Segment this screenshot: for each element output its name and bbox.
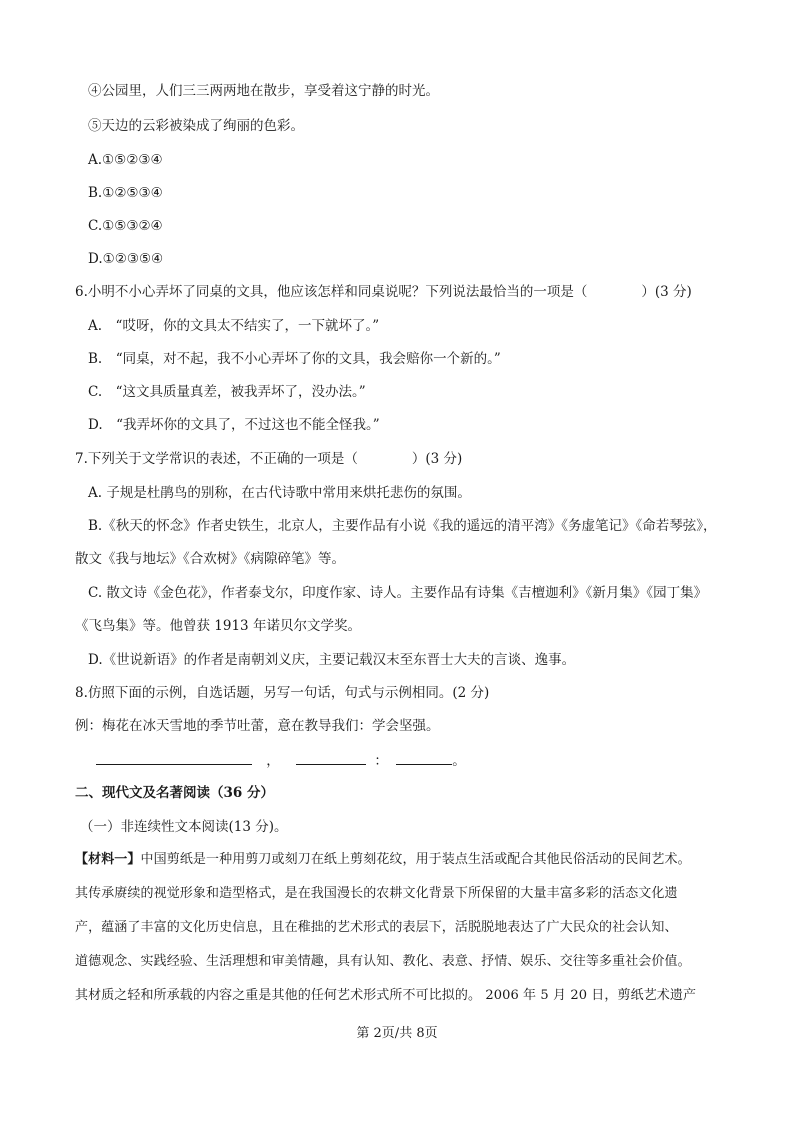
q8-stem: 8.仿照下面的示例，自选话题，另写一句话，句式与示例相同。(2 分): [75, 685, 490, 701]
q5-item-4: ④公园里，人们三三两两地在散步，享受着这宁静的时光。: [88, 83, 439, 99]
q7-option-d: D.《世说新语》的作者是南朝刘义庆，主要记载汉末至东晋士大夫的言谈、逸事。: [88, 652, 576, 668]
q5-option-c: C.①⑤③②④: [88, 218, 163, 234]
q8-example: 例：梅花在冰天雪地的季节吐蕾，意在教导我们：学会坚强。: [75, 718, 440, 734]
q7-option-b-line2: 散文《我与地坛》《合欢树》《病隙碎笔》等。: [75, 551, 345, 567]
answer-blank-1[interactable]: [96, 750, 252, 765]
material1-line2: 其传承赓续的视觉形象和造型格式，是在我国漫长的农耕文化背景下所保留的大量丰富多彩的活态文化遗: [75, 886, 678, 901]
colon: ：: [374, 753, 388, 769]
q5-option-d: D.①②③⑤④: [88, 251, 164, 267]
q7-option-c-line2: 《飞鸟集》等。他曾获 1913 年诺贝尔文学奖。: [75, 618, 361, 634]
material1-line3: 产，蕴涵了丰富的文化历史信息，且在稚拙的艺术形式的表层下，活脱脱地表达了广大民众的社会认知、: [75, 920, 678, 935]
q7-option-a: A. 子规是杜鹃鸟的别称，在古代诗歌中常用来烘托悲伤的氛围。: [88, 485, 471, 501]
q6-option-c: C. “这文具质量真差，被我弄坏了，没办法。”: [88, 384, 366, 400]
q7-option-b-line1: B.《秋天的怀念》作者史铁生，北京人，主要作品有小说《我的遥远的清平湾》《务虚笔记》《命若琴弦》，: [88, 518, 717, 534]
section-2-title: 二、现代文及名著阅读（36 分）: [75, 785, 274, 801]
q8-answer-line: [96, 750, 466, 770]
q5-option-a: A.①⑤②③④: [88, 152, 163, 168]
material1-line5: 其材质之轻和所承载的内容之重是其他的任何艺术形式所不可比拟的。 2006 年 5 月 20 日，剪纸艺术遗产: [75, 988, 697, 1003]
material1-line1: [75, 851, 691, 869]
q7-option-c-line1: C. 散文诗《金色花》，作者泰戈尔，印度作家、诗人。主要作品有诗集《吉檀迦利》《新月集》《园丁集》: [88, 585, 708, 601]
q5-item-5: ⑤天边的云彩被染成了绚丽的色彩。: [88, 118, 304, 134]
q6-stem: 6.小明不小心弄坏了同桌的文具，他应该怎样和同桌说呢？下列说法最恰当的一项是（ ）(3 分): [75, 284, 692, 300]
q6-option-b: B. “同桌，对不起，我不小心弄坏了你的文具，我会赔你一个新的。”: [88, 351, 501, 367]
material1-text1: 中国剪纸是一种用剪刀或刻刀在纸上剪刻花纹，用于装点生活或配合其他民俗活动的民间艺术。: [140, 852, 691, 867]
material1-tag: 【材料一】: [75, 852, 141, 867]
section-2-subtitle: （一）非连续性文本阅读(13 分)。: [80, 819, 288, 835]
answer-blank-2[interactable]: [296, 750, 366, 765]
q5-option-b: B.①②⑤③④: [88, 185, 163, 201]
material1-line4: 道德观念、实践经验、生活理想和审美情趣，具有认知、教化、表意、抒情、娱乐、交往等多重社会价值。: [75, 954, 691, 969]
period: 。: [452, 753, 466, 769]
q6-option-a: A. “哎呀，你的文具太不结实了，一下就坏了。”: [88, 318, 380, 334]
q7-stem: 7.下列关于文学常识的表述，不正确的一项是（ ）(3 分): [75, 451, 463, 467]
comma: ，: [266, 753, 280, 769]
page-footer: 第 2页/共 8页: [356, 1026, 438, 1041]
answer-blank-3[interactable]: [396, 750, 452, 765]
q6-option-d: D. “我弄坏你的文具了，不过这也不能全怪我。”: [88, 417, 380, 433]
